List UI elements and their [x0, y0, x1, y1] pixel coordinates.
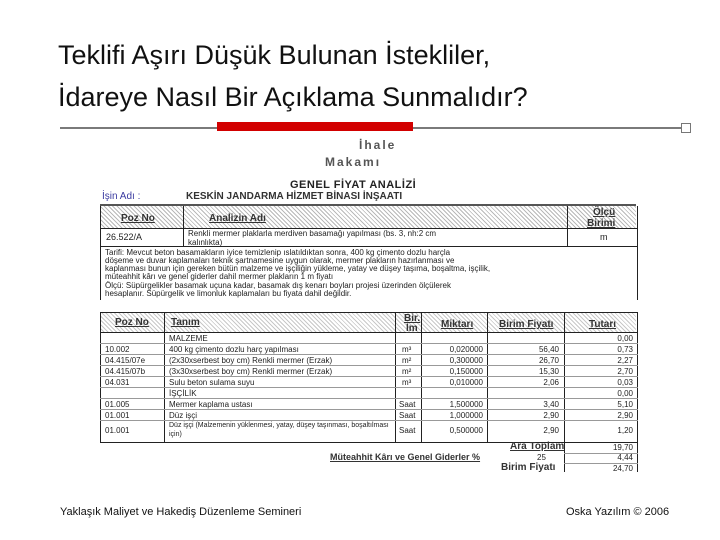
table-row-line	[100, 354, 638, 355]
top-grid-line	[100, 206, 101, 246]
table-row-line	[100, 376, 638, 377]
overhead-value: 4,44	[617, 453, 633, 462]
cell-poz: 01.001	[105, 411, 130, 420]
col-miktar: Miktarı	[441, 319, 474, 330]
cell-tanim: 400 kg çimento dozlu harç yapılması	[169, 345, 299, 354]
col-poz-no: Poz No	[115, 317, 149, 328]
cell-poz: 04.415/07b	[105, 367, 146, 376]
cell-miktar: 0,500000	[449, 426, 483, 435]
cell-tanim: Mermer kaplama ustası	[169, 400, 253, 409]
table-grid-line	[395, 312, 396, 442]
header-olcu: Ölçü	[593, 207, 616, 218]
title-accent-bar	[217, 122, 413, 131]
title-rule-endcap	[681, 123, 691, 133]
subtotal-value: 19,70	[612, 443, 633, 452]
cell-birim: m³	[402, 378, 412, 387]
table-grid-line	[100, 312, 638, 313]
cell-poz: 10.002	[105, 345, 130, 354]
header-birimi: Birimi	[587, 218, 616, 229]
cell-tutar: 0,73	[617, 345, 633, 354]
table-row-line	[100, 343, 638, 344]
cell-birim: Saat	[399, 411, 416, 420]
cell-fiyat: 2,06	[543, 378, 559, 387]
cell-tanim: MALZEME	[169, 334, 208, 343]
top-grid-line	[637, 206, 638, 246]
title-line-2: İdareye Nasıl Bir Açıklama Sunmalıdır?	[58, 82, 528, 112]
table-grid-line	[421, 312, 422, 442]
doc-header-line-2: Makamı	[325, 155, 382, 169]
cell-tanim: Düz işçi (Malzemenin yüklenmesi, yatay, düşey taşınması, boşaltılması için)	[169, 422, 389, 438]
table-grid-line	[100, 312, 101, 442]
job-label: İşin Adı :	[102, 191, 141, 202]
cell-tanim: İŞÇİLİK	[169, 389, 197, 398]
header-analiz-adi: Analizin Adı	[209, 213, 266, 224]
top-row-unit: m	[600, 232, 608, 242]
cell-fiyat: 26,70	[538, 356, 559, 365]
tarif-line: hesaplanır. Süpürgelik ve limonluk kaplamaları bu fiyata dahil değildir.	[105, 289, 352, 298]
cell-poz: 04.415/07e	[105, 356, 146, 365]
top-row-name-2: kalınlıkta)	[188, 238, 223, 247]
tarif-box-line	[100, 246, 101, 300]
cell-birim: m²	[402, 367, 412, 376]
top-header-band-edge	[100, 204, 636, 206]
footer-seminar: Yaklaşık Maliyet ve Hakediş Düzenleme Semineri	[60, 506, 302, 518]
cell-poz: 01.005	[105, 400, 130, 409]
analysis-title: GENEL FİYAT ANALİZİ	[290, 179, 417, 191]
subtotal-label: Ara Toplam	[510, 441, 565, 452]
col-birim-fiyati: Birim Fiyatı	[499, 319, 554, 330]
job-name: KESKİN JANDARMA HİZMET BİNASI İNŞAATI	[186, 191, 403, 202]
header-poz-no: Poz No	[121, 213, 155, 224]
overhead-label: Müteahhit Kârı ve Genel Giderler %	[330, 452, 481, 462]
cell-miktar: 0,150000	[449, 367, 483, 376]
top-row-poz: 26.522/A	[106, 232, 143, 242]
cell-tutar: 0,00	[617, 389, 633, 398]
top-grid-line	[183, 206, 184, 246]
overhead-percent: 25	[537, 453, 546, 462]
cell-tanim: Sulu beton sulama suyu	[169, 378, 255, 387]
cell-birim: m²	[402, 356, 412, 365]
tarif-line: döşeme ve duvar kaplamaları teknik şartnamesine uygun olarak, mermer plakların hazırlanması ve	[105, 256, 455, 265]
table-row-line	[100, 365, 638, 366]
cell-birim: Saat	[399, 426, 416, 435]
col-birim-2: İm	[406, 323, 418, 334]
top-grid-line	[100, 246, 638, 247]
cell-miktar: 0,300000	[449, 356, 483, 365]
tarif-line: kaplanması bunun için gereken bütün malzeme ve işçiliğin yükleme, yatay ve düşey taşıma, boşaltma, işçilik,	[105, 264, 491, 273]
cell-tutar: 2,90	[617, 411, 633, 420]
doc-header-line-1: İhale	[359, 138, 397, 152]
unit-price-value: 24,70	[612, 464, 633, 473]
cell-fiyat: 2,90	[543, 411, 559, 420]
tarif-line: müteahhit kârı ve genel giderler dahil mermer plakların 1 m fiyatı	[105, 272, 334, 281]
price-analysis-document	[97, 133, 672, 475]
tarif-box-line	[637, 246, 638, 300]
tarif-line: Ölçü: Süpürgelikler basamak uçuna kadar, basamak dış kenarı boyları projesi üzerinden ölçülerek	[105, 281, 451, 290]
table-grid-line	[487, 312, 488, 442]
cell-birim: Saat	[399, 400, 416, 409]
cell-miktar: 1,000000	[449, 411, 483, 420]
cell-fiyat: 56,40	[538, 345, 559, 354]
table-row-line	[100, 398, 638, 399]
cell-tutar: 5,10	[617, 400, 633, 409]
top-grid-line	[567, 206, 568, 246]
cell-tanim: (3x30xserbest boy cm) Renkli mermer (Erzak)	[169, 367, 333, 376]
unit-price-label: Birim Fiyatı	[501, 462, 556, 473]
table-row-line	[100, 387, 638, 388]
cell-tutar: 2,27	[617, 356, 633, 365]
col-tutari: Tutarı	[589, 319, 617, 330]
cell-fiyat: 3,40	[543, 400, 559, 409]
cell-miktar: 1,500000	[449, 400, 483, 409]
slide-title	[58, 34, 698, 118]
cell-tutar: 1,20	[617, 426, 633, 435]
cell-tanim: Düz işçi	[169, 411, 198, 420]
cell-poz: 01.001	[105, 426, 130, 435]
cell-fiyat: 2,90	[543, 426, 559, 435]
cell-fiyat: 15,30	[538, 367, 559, 376]
cell-tutar: 2,70	[617, 367, 633, 376]
title-line-1: Teklifi Aşırı Düşük Bulunan İstekliler,	[58, 40, 491, 70]
top-header-band	[100, 206, 636, 228]
table-grid-line	[637, 312, 638, 472]
col-birim: Bir.	[404, 313, 421, 324]
cell-birim: m³	[402, 345, 412, 354]
cell-tutar: 0,00	[617, 334, 633, 343]
table-grid-line	[164, 312, 165, 442]
cell-poz: 04.031	[105, 378, 130, 387]
cell-tanim: (2x30xserbest boy cm) Renkli mermer (Erzak)	[169, 356, 333, 365]
table-grid-line	[100, 332, 638, 333]
cell-miktar: 0,010000	[449, 378, 483, 387]
col-tanim: Tanım	[171, 317, 200, 328]
top-row-name-1: Renkli mermer plaklarla merdiven basamağı yapılması (bs. 3, nh:2 cm	[188, 229, 437, 238]
cell-tutar: 0,03	[617, 378, 633, 387]
table-row-line	[100, 409, 638, 410]
tarif-line: Tarifi: Mevcut beton basamakların iyice temizlenip ıslatıldıktan sonra, 400 kg çimento dozlu harçla	[105, 248, 451, 257]
cell-miktar: 0,020000	[449, 345, 483, 354]
footer-copyright: Oska Yazılım © 2006	[566, 506, 670, 518]
